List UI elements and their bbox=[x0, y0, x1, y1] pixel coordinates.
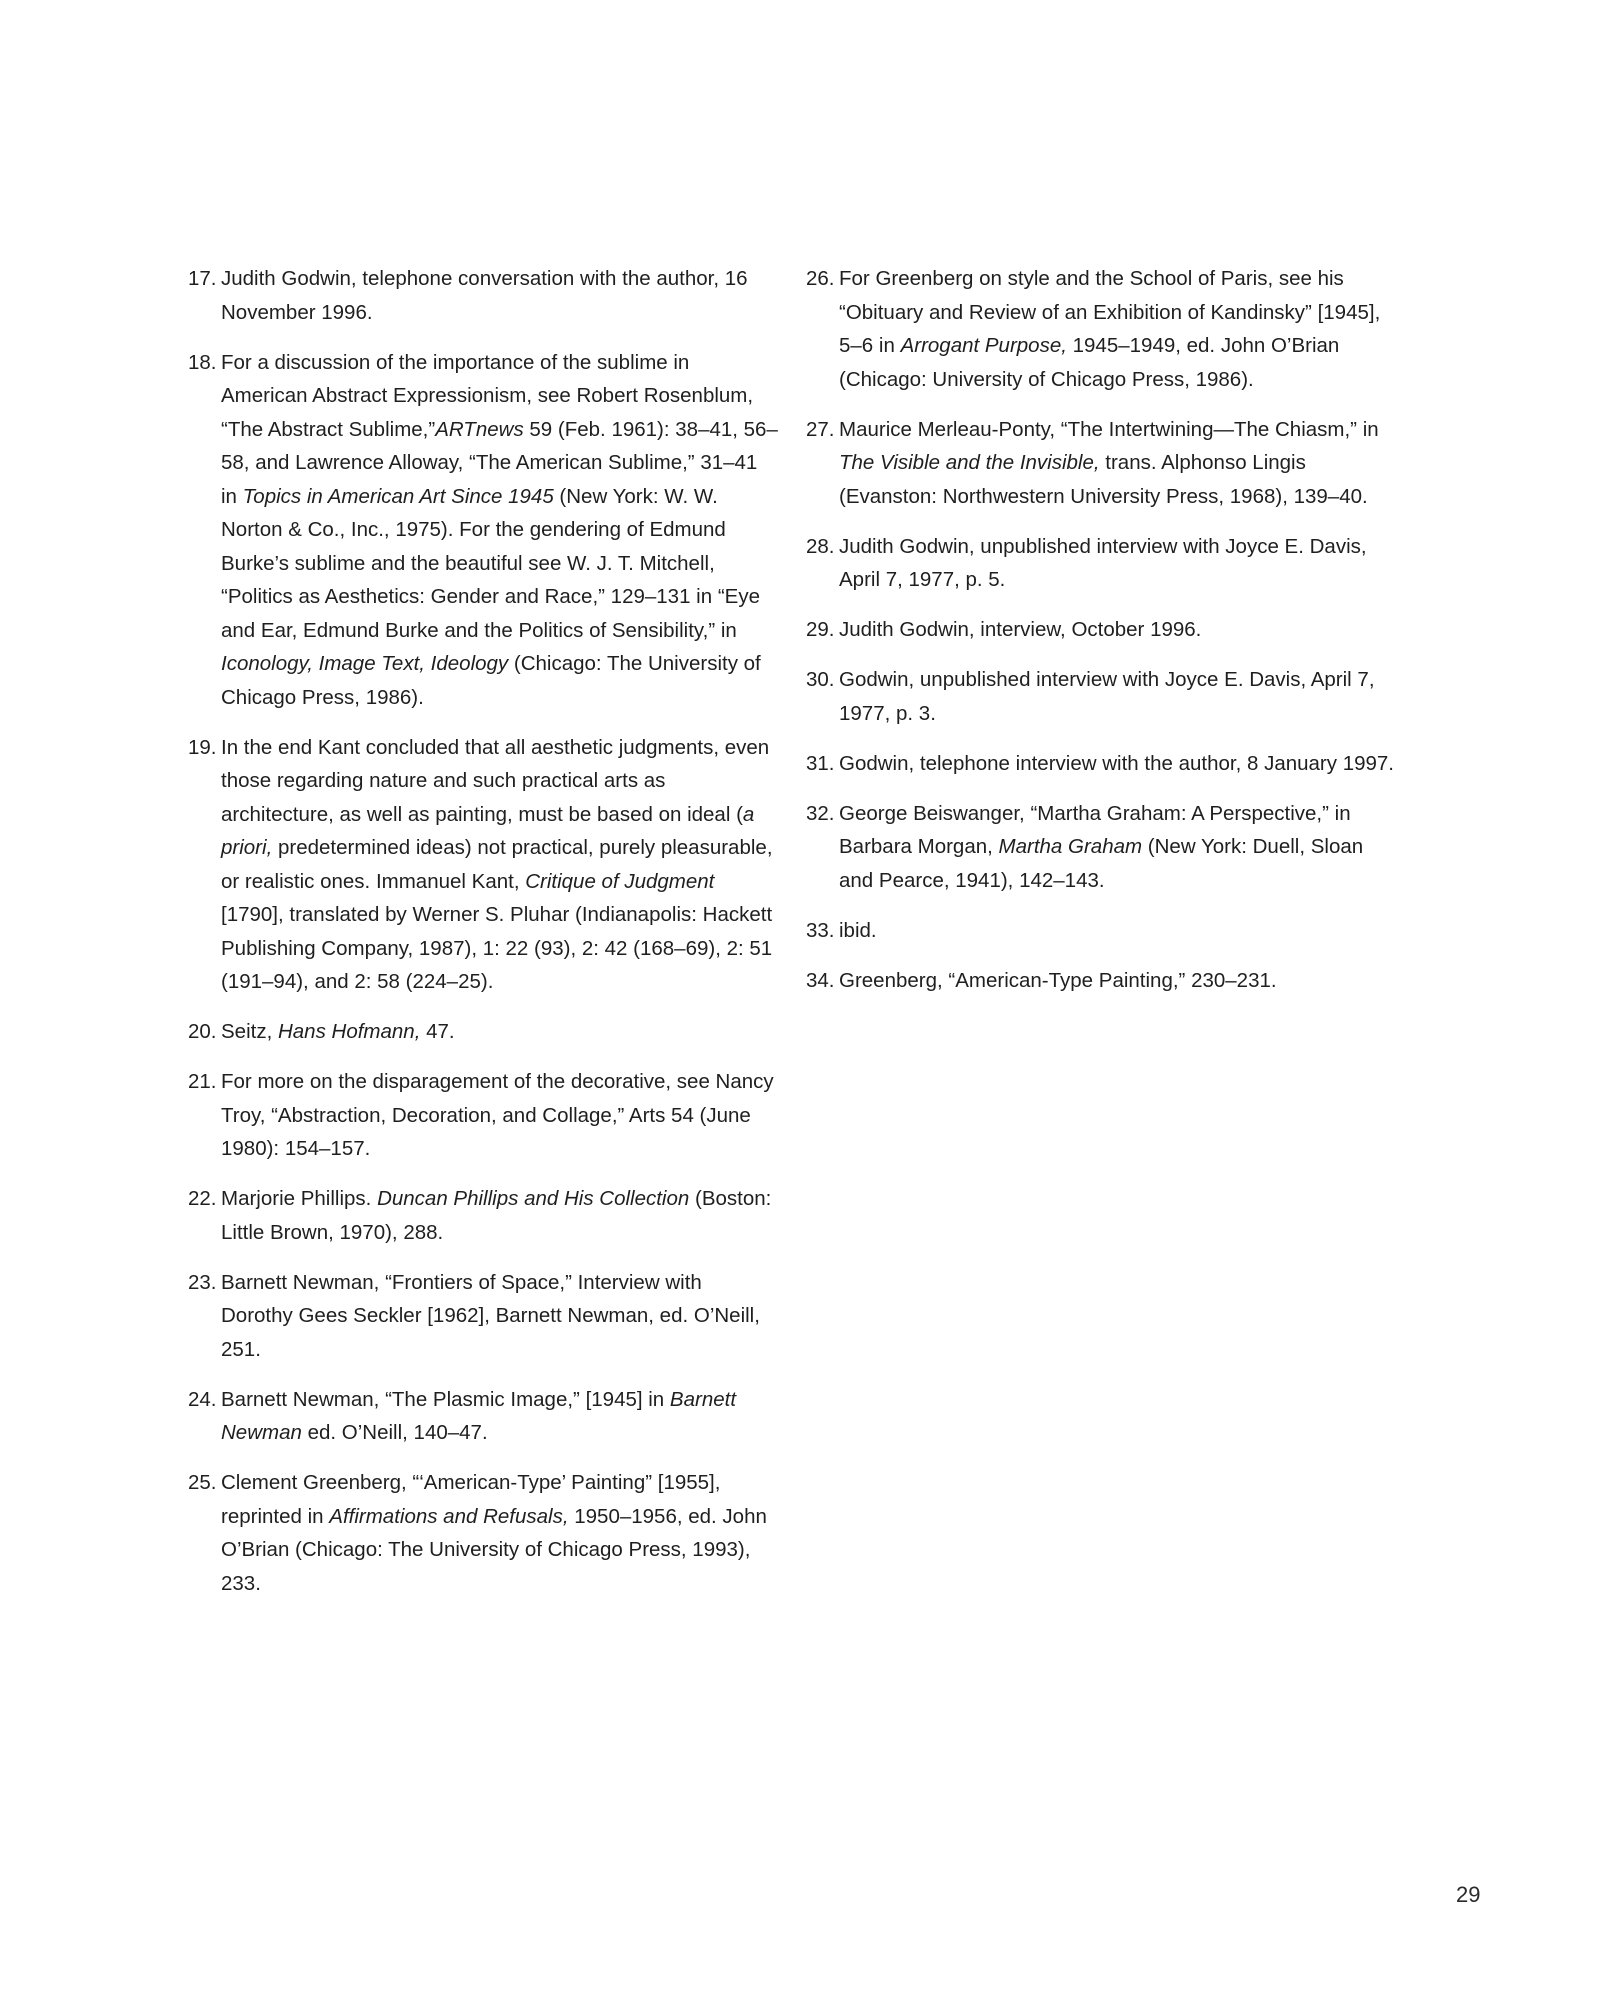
endnote-text: ibid. bbox=[839, 918, 877, 942]
endnote-title-italic: Iconology, Image Text, Ideology bbox=[221, 652, 509, 675]
endnote bbox=[806, 613, 1396, 647]
endnote bbox=[188, 1266, 778, 1367]
endnote-number: 26. bbox=[806, 267, 835, 290]
endnote-text: Seitz, bbox=[221, 1020, 278, 1043]
endnote bbox=[188, 1383, 778, 1450]
endnote-text: 47. bbox=[420, 1020, 455, 1043]
endnote-text: [1790], translated by Werner S. Pluhar (Indianapolis: Hackett Publishing Company, 1987), 1: 22 (93), 2: 42 (168–69), 2: 51 (191–94), and 2: 58 (224–25). bbox=[221, 903, 773, 993]
endnote-number: 30. bbox=[806, 668, 835, 691]
endnote-text: Clement Greenberg, “‘American-Type’ Painting” [1955], reprinted in bbox=[221, 1471, 721, 1528]
endnote-title-italic: Arrogant Purpose, bbox=[900, 334, 1067, 357]
endnote-title-italic: Duncan Phillips and His Collection bbox=[377, 1187, 690, 1210]
endnote-text: (New York: Duell, Sloan and Pearce, 1941), 142–143. bbox=[839, 835, 1364, 892]
endnote bbox=[188, 346, 778, 715]
endnote-number: 29. bbox=[806, 618, 835, 641]
endnote bbox=[806, 663, 1396, 730]
endnote-text: Greenberg, “American-Type Painting,” 230–231. bbox=[839, 968, 1277, 992]
endnote bbox=[806, 413, 1396, 514]
endnote bbox=[188, 1065, 778, 1166]
endnote-text: For more on the disparagement of the decorative, see Nancy Troy, “Abstraction, Decoration, and Collage,” Arts 54 (June 1980): 154–157. bbox=[221, 1070, 774, 1160]
endnote-title-italic: Hans Hofmann, bbox=[277, 1020, 421, 1043]
endnote-text: Judith Godwin, interview, October 1996. bbox=[839, 618, 1202, 641]
endnote-number: 27. bbox=[806, 417, 835, 441]
endnote-number: 25. bbox=[188, 1471, 217, 1494]
endnote bbox=[188, 262, 778, 329]
endnote-number: 32. bbox=[806, 801, 835, 825]
endnote-number: 23. bbox=[188, 1270, 217, 1294]
endnote-number: 31. bbox=[806, 751, 835, 775]
endnote-title-italic: Barnett Newman bbox=[221, 1387, 737, 1444]
endnote bbox=[188, 1182, 778, 1249]
endnote bbox=[806, 797, 1396, 898]
endnote-number: 22. bbox=[188, 1187, 217, 1210]
endnote bbox=[806, 530, 1396, 597]
endnote-text: (Boston: Little Brown, 1970), 288. bbox=[221, 1187, 772, 1244]
endnote-text: 1950–1956, ed. John O’Brian (Chicago: The University of Chicago Press, 1993), 233. bbox=[221, 1504, 767, 1595]
endnote bbox=[806, 914, 1396, 948]
endnote-text: Judith Godwin, telephone conversation with the author, 16 November 1996. bbox=[221, 267, 748, 324]
endnote-title-italic: Martha Graham bbox=[998, 835, 1143, 858]
page-number: 29 bbox=[1456, 1882, 1481, 1907]
endnote-title-italic: The Visible and the Invisible, bbox=[839, 451, 1100, 474]
endnote-number: 28. bbox=[806, 534, 835, 558]
endnote-text: 1945–1949, ed. John O’Brian (Chicago: University of Chicago Press, 1986). bbox=[839, 334, 1340, 391]
endnote-text: Godwin, telephone interview with the author, 8 January 1997. bbox=[839, 751, 1394, 775]
endnote-text: Barnett Newman, “Frontiers of Space,” Interview with Dorothy Gees Seckler [1962], Barnett Newman, ed. O’Neill, 251. bbox=[221, 1270, 760, 1361]
endnote-number: 19. bbox=[188, 735, 217, 759]
endnote-title-italic: a priori, bbox=[221, 802, 755, 859]
endnote-title-italic: Topics in American Art Since 1945 bbox=[242, 484, 554, 508]
endnote-text: For a discussion of the importance of the sublime in American Abstract Expressionism, see Robert Rosenblum, “The Abstract Sublime,” bbox=[221, 350, 754, 441]
endnote bbox=[188, 1015, 778, 1049]
endnote bbox=[806, 262, 1396, 396]
endnote bbox=[806, 747, 1396, 781]
endnote-title-italic: Critique of Judgment bbox=[525, 869, 715, 893]
endnote-number: 24. bbox=[188, 1387, 217, 1411]
endnote-number: 18. bbox=[188, 350, 217, 374]
endnote-text: (Chicago: The University of Chicago Press, 1986). bbox=[221, 652, 761, 709]
endnote-text: predetermined ideas) not practical, purely pleasurable, or realistic ones. Immanuel Kant, bbox=[221, 836, 773, 893]
endnote-text: Maurice Merleau-Ponty, “The Intertwining—The Chiasm,” in bbox=[839, 417, 1379, 441]
endnote-text: Barnett Newman, “The Plasmic Image,” [1945] in bbox=[221, 1387, 670, 1411]
endnote-text: (New York: W. W. Norton & Co., Inc., 1975). For the gendering of Edmund Burke’s sublime and the beautiful see W. J. T. Mitchell, “Politics as Aesthetics: Gender and Race,” 129–131 in “Eye and Ear, Edmund Burke and the Politics of Sensibility,” in bbox=[221, 484, 760, 642]
endnote-title-italic: ARTnews bbox=[435, 417, 524, 441]
endnote-text: trans. Alphonso Lingis (Evanston: Northwestern University Press, 1968), 139–40. bbox=[839, 451, 1368, 508]
endnote-number: 21. bbox=[188, 1070, 217, 1093]
endnote-number: 33. bbox=[806, 918, 835, 942]
endnote bbox=[806, 964, 1396, 998]
endnote-text: Marjorie Phillips. bbox=[221, 1187, 378, 1210]
endnote-text: In the end Kant concluded that all aesthetic judgments, even those regarding nature and such practical arts as architecture, as well as painting, must be based on ideal ( bbox=[221, 735, 770, 826]
endnote-text: 59 (Feb. 1961): 38–41, 56–58, and Lawrence Alloway, “The American Sublime,” 31–41 in bbox=[221, 417, 778, 508]
endnote-text: For Greenberg on style and the School of Paris, see his “Obituary and Review of an Exhibition of Kandinsky” [1945], 5–6 in bbox=[839, 267, 1381, 357]
endnote-number: 20. bbox=[188, 1020, 217, 1043]
endnote-number: 17. bbox=[188, 267, 217, 290]
endnotes-left-column bbox=[188, 262, 778, 1617]
endnote-text: Godwin, unpublished interview with Joyce E. Davis, April 7, 1977, p. 3. bbox=[839, 668, 1375, 725]
endnote bbox=[188, 731, 778, 999]
endnote-title-italic: Affirmations and Refusals, bbox=[329, 1504, 569, 1528]
endnote-text: George Beiswanger, “Martha Graham: A Perspective,” in Barbara Morgan, bbox=[839, 801, 1351, 858]
endnote bbox=[188, 1466, 778, 1600]
endnote-text: Judith Godwin, unpublished interview with Joyce E. Davis, April 7, 1977, p. 5. bbox=[839, 534, 1367, 591]
endnotes-right-column bbox=[806, 262, 1396, 1014]
endnote-number: 34. bbox=[806, 968, 835, 992]
endnote-text: ed. O’Neill, 140–47. bbox=[301, 1421, 488, 1444]
